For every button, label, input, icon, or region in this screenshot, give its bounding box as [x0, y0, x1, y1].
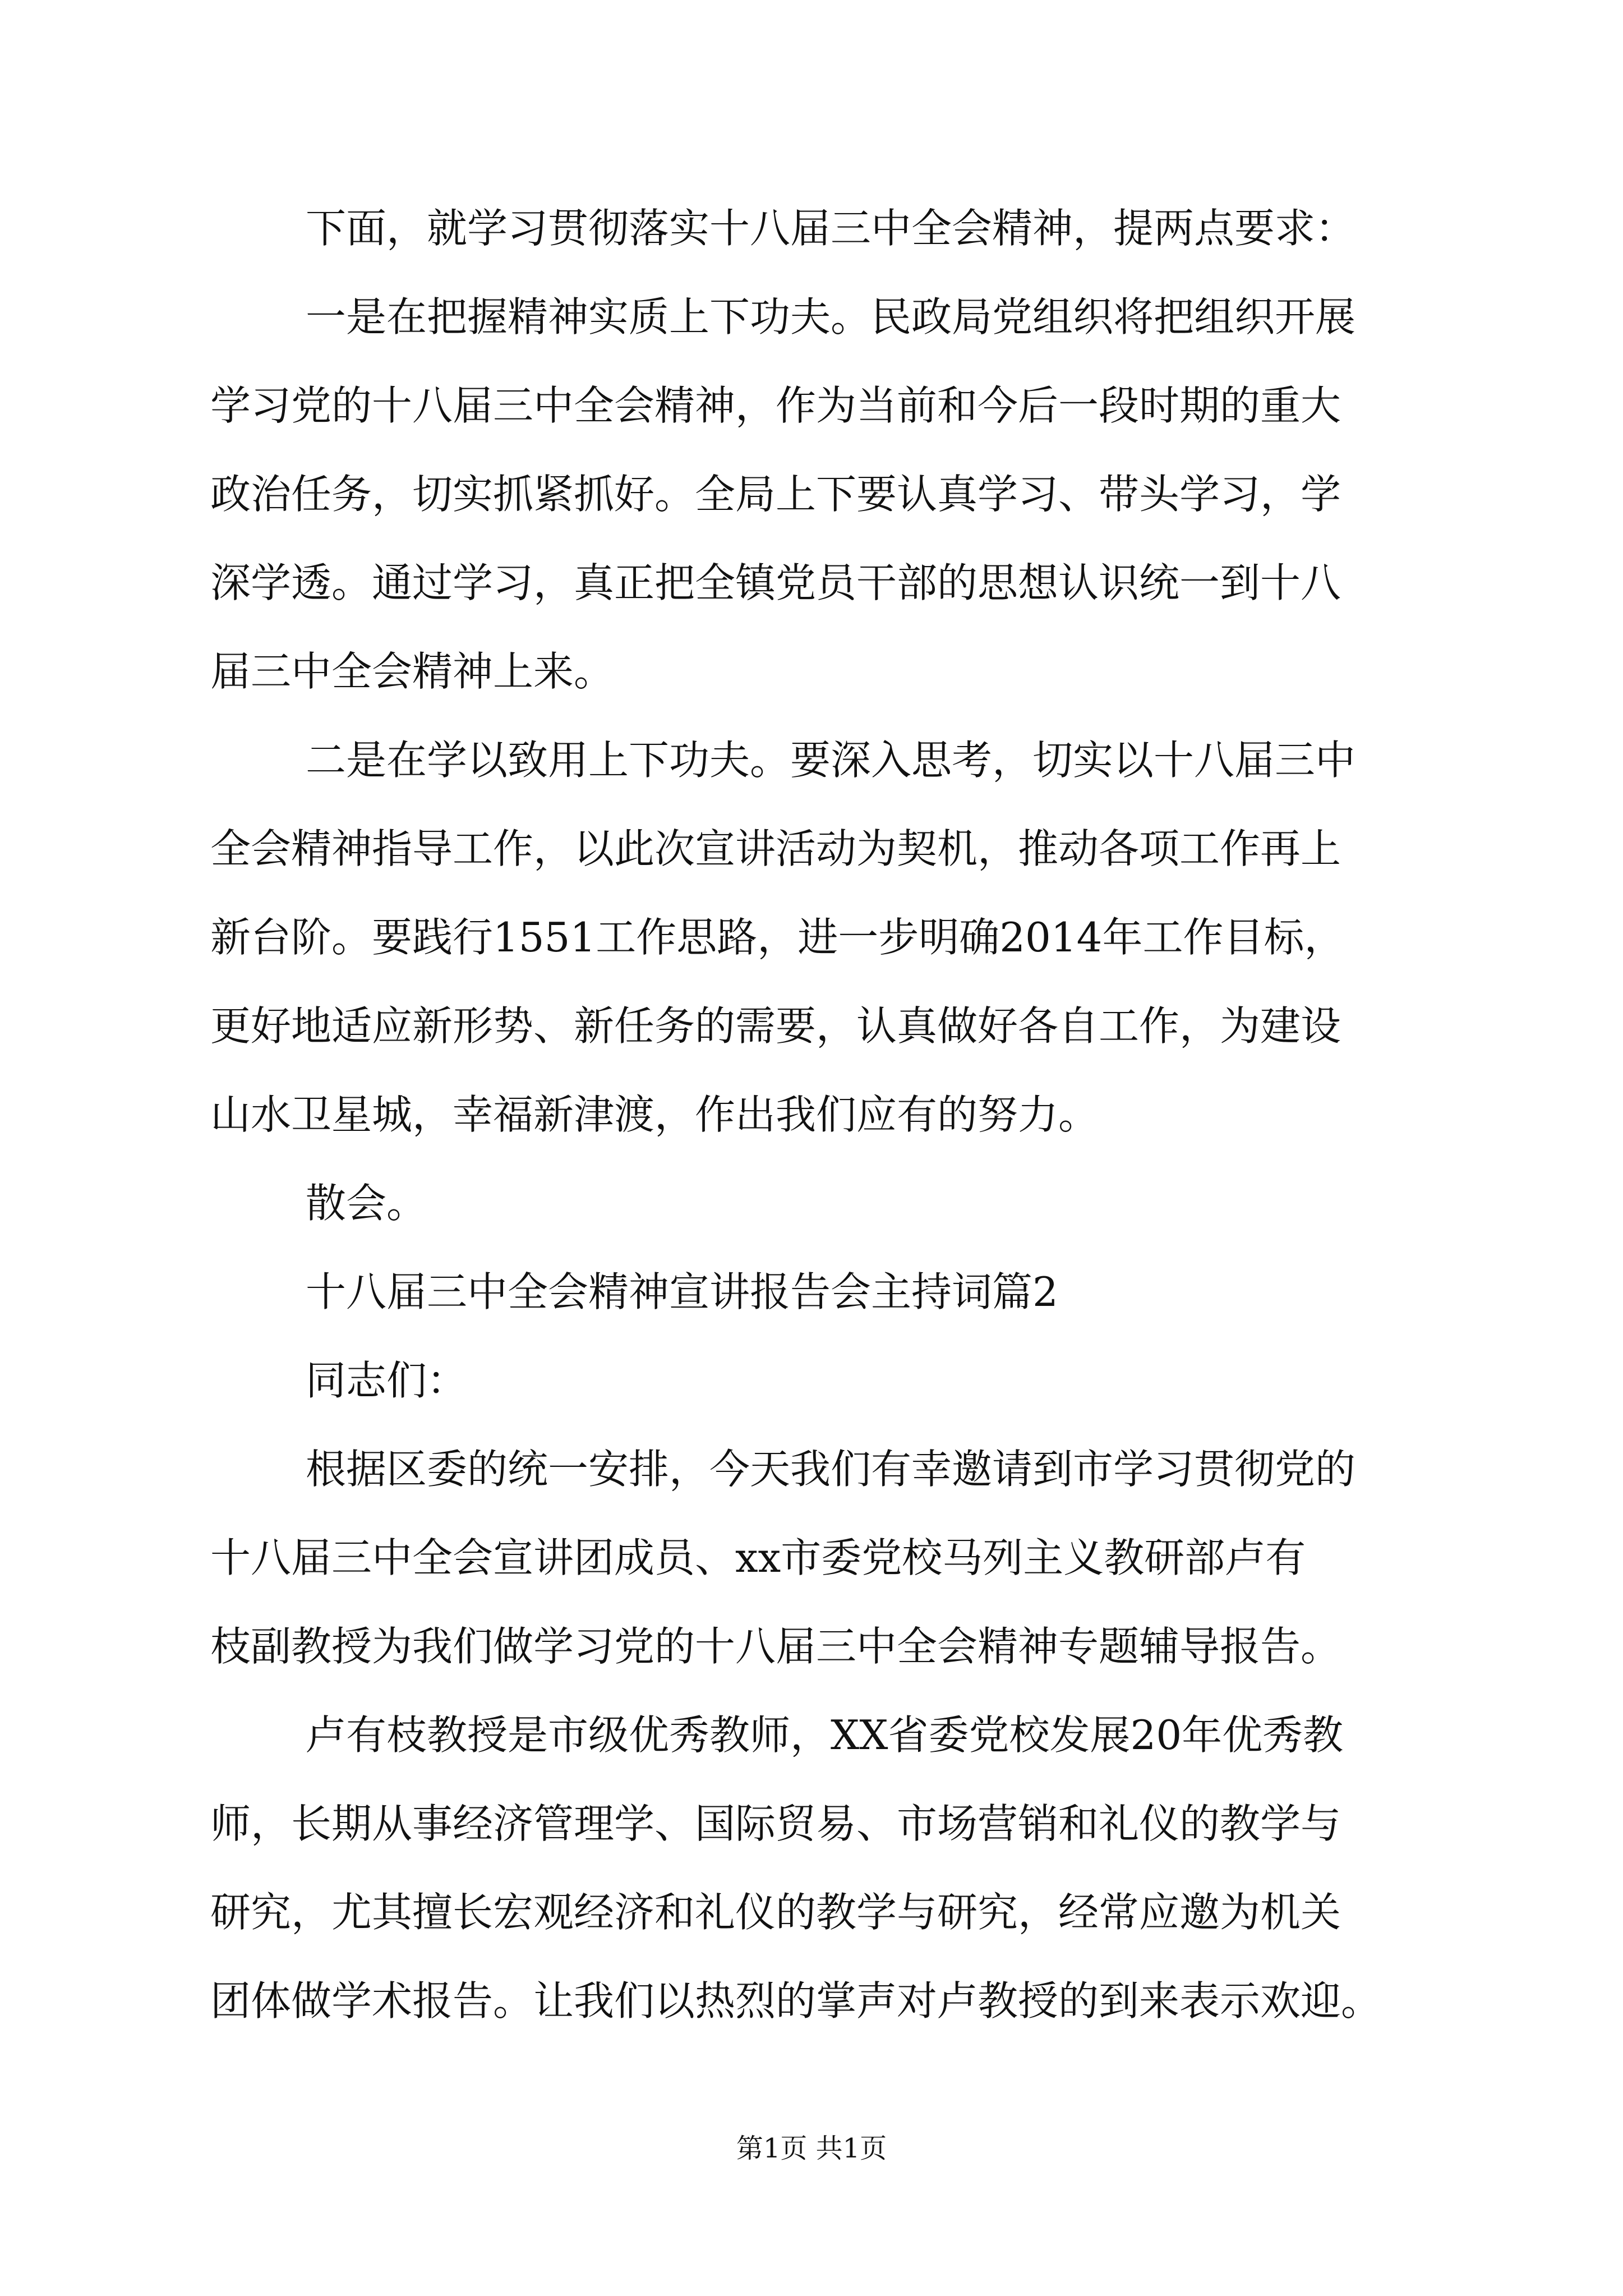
paragraph-line: 二是在学以致用上下功夫。要深入思考，切实以十八届三中: [306, 737, 1356, 784]
paragraph-line: 一是在把握精神实质上下功夫。民政局党组织将把组织开展: [306, 293, 1356, 341]
paragraph-line: 届三中全会精神上来。: [210, 648, 615, 695]
paragraph-line: 师，长期从事经济管理学、国际贸易、市场营销和礼仪的教学与: [210, 1800, 1341, 1847]
paragraph-line: 团体做学术报告。让我们以热烈的掌声对卢教授的到来表示欢迎。: [210, 1977, 1382, 2024]
paragraph-line: 全会精神指导工作，以此次宣讲活动为契机，推动各项工作再上: [210, 825, 1341, 872]
paragraph-line: 下面，就学习贯彻落实十八届三中全会精神，提两点要求：: [306, 205, 1356, 252]
salutation: 同志们：: [306, 1357, 468, 1404]
paragraph-line: 根据区委的统一安排，今天我们有幸邀请到市学习贯彻党的: [306, 1446, 1356, 1493]
paragraph-line: 更好地适应新形势、新任务的需要，认真做好各自工作，为建设: [210, 1002, 1341, 1050]
page-footer: 第1页 共1页: [736, 2133, 887, 2164]
section-heading: 十八届三中全会精神宣讲报告会主持词篇2: [306, 1268, 1058, 1315]
paragraph-line: 政治任务，切实抓紧抓好。全局上下要认真学习、带头学习，学: [210, 471, 1341, 518]
paragraph-line: 卢有枝教授是市级优秀教师，XX省委党校发展20年优秀教: [306, 1711, 1344, 1759]
paragraph-line: 十八届三中全会宣讲团成员、xx市委党校马列主义教研部卢有: [210, 1534, 1306, 1581]
paragraph-line: 山水卫星城，幸福新津渡，作出我们应有的努力。: [210, 1091, 1099, 1138]
paragraph-line: 研究，尤其擅长宏观经济和礼仪的教学与研究，经常应邀为机关: [210, 1889, 1341, 1936]
paragraph-line: 新台阶。要践行1551工作思路，进一步明确2014年工作目标，: [210, 914, 1345, 961]
paragraph-line: 学习党的十八届三中全会精神，作为当前和今后一段时期的重大: [210, 382, 1341, 429]
paragraph-line: 深学透。通过学习，真正把全镇党员干部的思想认识统一到十八: [210, 559, 1341, 606]
paragraph-line: 枝副教授为我们做学习党的十八届三中全会精神专题辅导报告。: [210, 1623, 1341, 1670]
paragraph-line: 散会。: [306, 1180, 427, 1227]
